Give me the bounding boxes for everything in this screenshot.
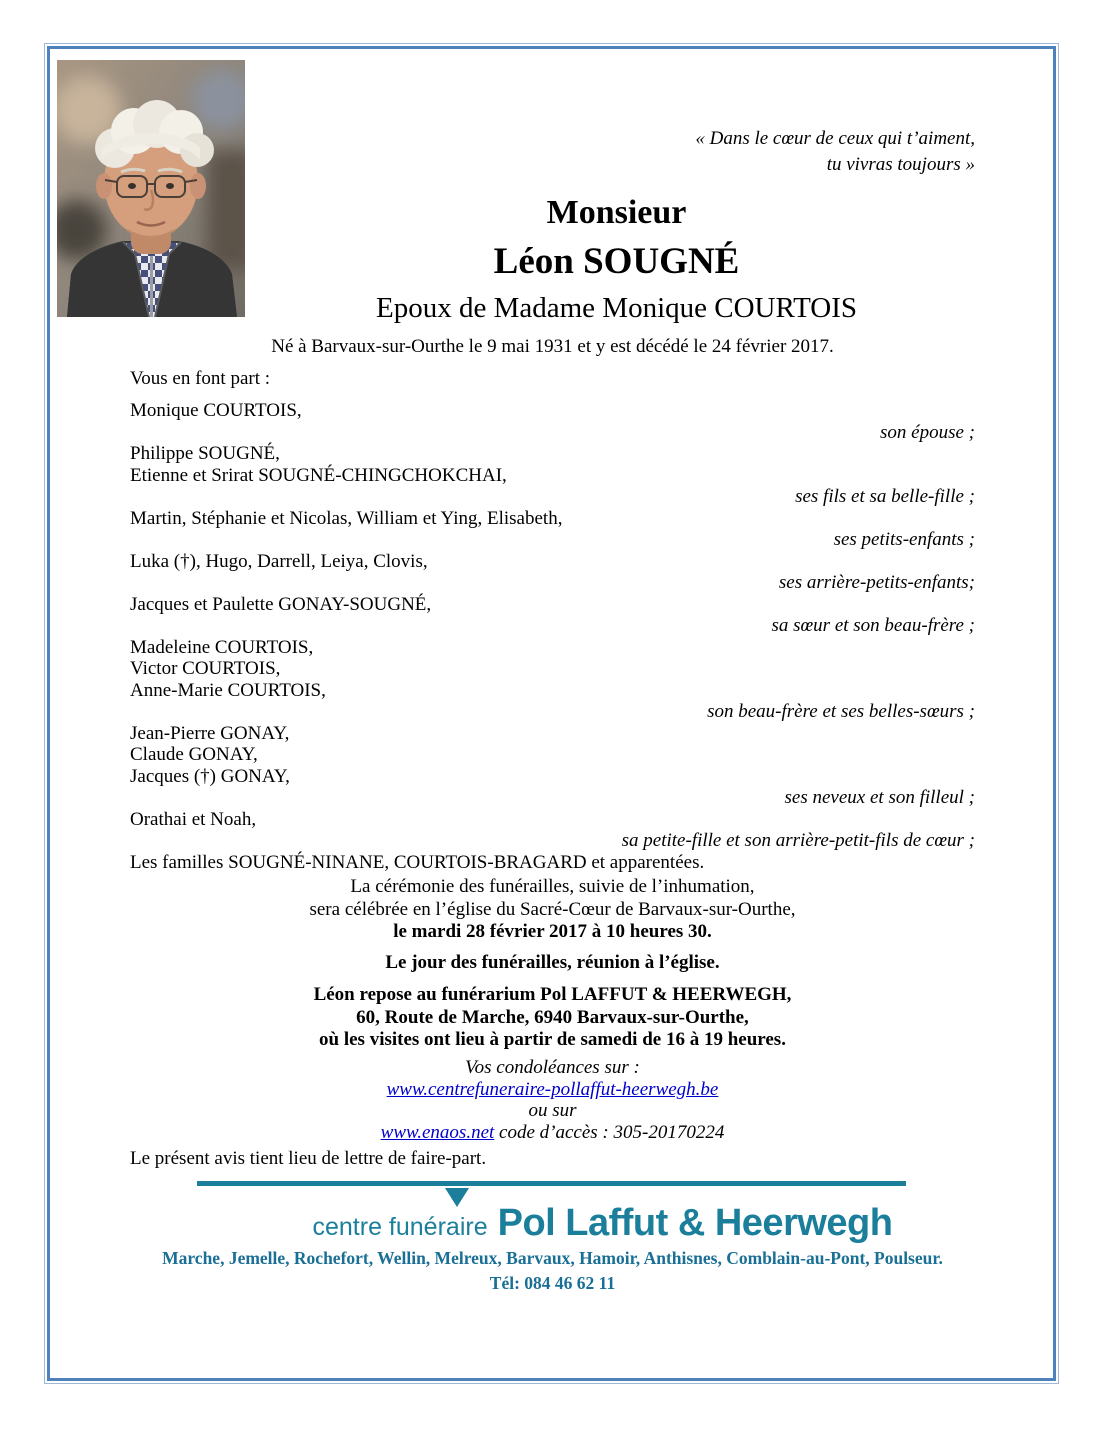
family-member-name: Victor COURTOIS, [130,658,281,679]
repose-line-3: où les visites ont lieu à partir de samedi de 16 à 19 heures. [319,1029,786,1050]
condolences-link-enaos[interactable]: www.enaos.net [380,1121,495,1143]
access-code-text: code d’accès : 305-20170224 [499,1121,725,1143]
deceased-name: Léon SOUGNÉ [493,241,740,282]
announcement-intro: Vous en font part : [130,368,271,389]
related-families-line: Les familles SOUGNÉ-NINANE, COURTOIS-BRAGARD et apparentées. [130,851,705,873]
relationship-label: son épouse ; [880,421,975,443]
family-member-name: Philippe SOUGNÉ, [130,443,280,464]
family-member-name: Jacques et Paulette GONAY-SOUGNÉ, [130,593,432,615]
ceremony-details [62,876,1043,944]
deceased-heading [190,190,1043,328]
family-member-name: Monique COURTOIS, [130,400,302,421]
condolences-or: ou sur [528,1100,577,1121]
family-member-name: Jean-Pierre GONAY, [130,722,290,744]
brand-name: Pol Laffut & Heerwegh [497,1202,893,1244]
footer-locations: Marche, Jemelle, Rochefort, Wellin, Melreux, Barvaux, Hamoir, Anthisnes, Comblain-au-Pont, Poulseur. [162,1248,943,1268]
family-member-name: Anne-Marie COURTOIS, [130,679,326,701]
repose-line-1: Léon repose au funérarium Pol LAFFUT & HEERWEGH, [313,984,792,1005]
family-member-name: Etienne et Srirat SOUGNÉ-CHINGCHOKCHAI, [130,464,507,486]
repose-details [62,984,1043,1052]
relationship-label: ses petits-enfants ; [833,529,975,550]
family-groups [130,400,975,852]
footer-divider [197,1181,906,1186]
relationship-label: ses fils et sa belle-fille ; [795,486,975,507]
condolences-block [62,1057,1043,1143]
condolences-link-centrefuneraire[interactable]: www.centrefuneraire-pollaffut-heerwegh.be [386,1078,719,1100]
family-member-name: Jacques (†) GONAY, [130,765,290,787]
meeting-line: Le jour des funérailles, réunion à l’église. [385,952,720,973]
condolences-intro: Vos condoléances sur : [465,1057,640,1078]
repose-line-2: 60, Route de Marche, 6940 Barvaux-sur-Ourthe, [356,1006,749,1028]
relationship-label: ses arrière-petits-enfants; [778,572,975,593]
birth-death-line: Né à Barvaux-sur-Ourthe le 9 mai 1931 et y est décédé le 24 février 2017. [271,336,834,357]
deceased-title: Monsieur [546,194,687,231]
family-member-name: Madeleine COURTOIS, [130,636,314,658]
notice-line: Le présent avis tient lieu de lettre de faire-part. [130,1148,487,1169]
funeral-home-logo [150,1202,1055,1245]
family-announcement [130,368,975,873]
deceased-spouse-line: Epoux de Madame Monique COURTOIS [375,292,857,324]
family-member-name: Martin, Stéphanie et Nicolas, William et Ying, Elisabeth, [130,507,563,529]
memorial-quote [695,126,975,178]
ceremony-line-2: sera célébrée en l’église du Sacré-Cœur de Barvaux-sur-Ourthe, [309,898,796,920]
relationship-label: ses neveux et son filleul ; [784,787,975,808]
relationship-label: sa petite-fille et son arrière-petit-fils de cœur ; [621,830,975,851]
quote-line-2: tu vivras toujours » [826,154,975,175]
relationship-label: sa sœur et son beau-frère ; [771,615,975,636]
quote-line-1: « Dans le cœur de ceux qui t’aiment, [695,128,975,149]
ceremony-line-1: La cérémonie des funérailles, suivie de l’inhumation, [350,876,755,897]
relationship-label: son beau-frère et ses belles-sœurs ; [707,701,975,722]
family-member-name: Luka (†), Hugo, Darrell, Leiya, Clovis, [130,550,428,572]
ceremony-date-line: le mardi 28 février 2017 à 10 heures 30. [393,921,712,942]
brand-prefix: centre funéraire [312,1213,488,1241]
footer-phone: Tél: 084 46 62 11 [489,1273,616,1293]
family-member-name: Claude GONAY, [130,744,258,765]
family-member-name: Orathai et Noah, [130,808,257,830]
